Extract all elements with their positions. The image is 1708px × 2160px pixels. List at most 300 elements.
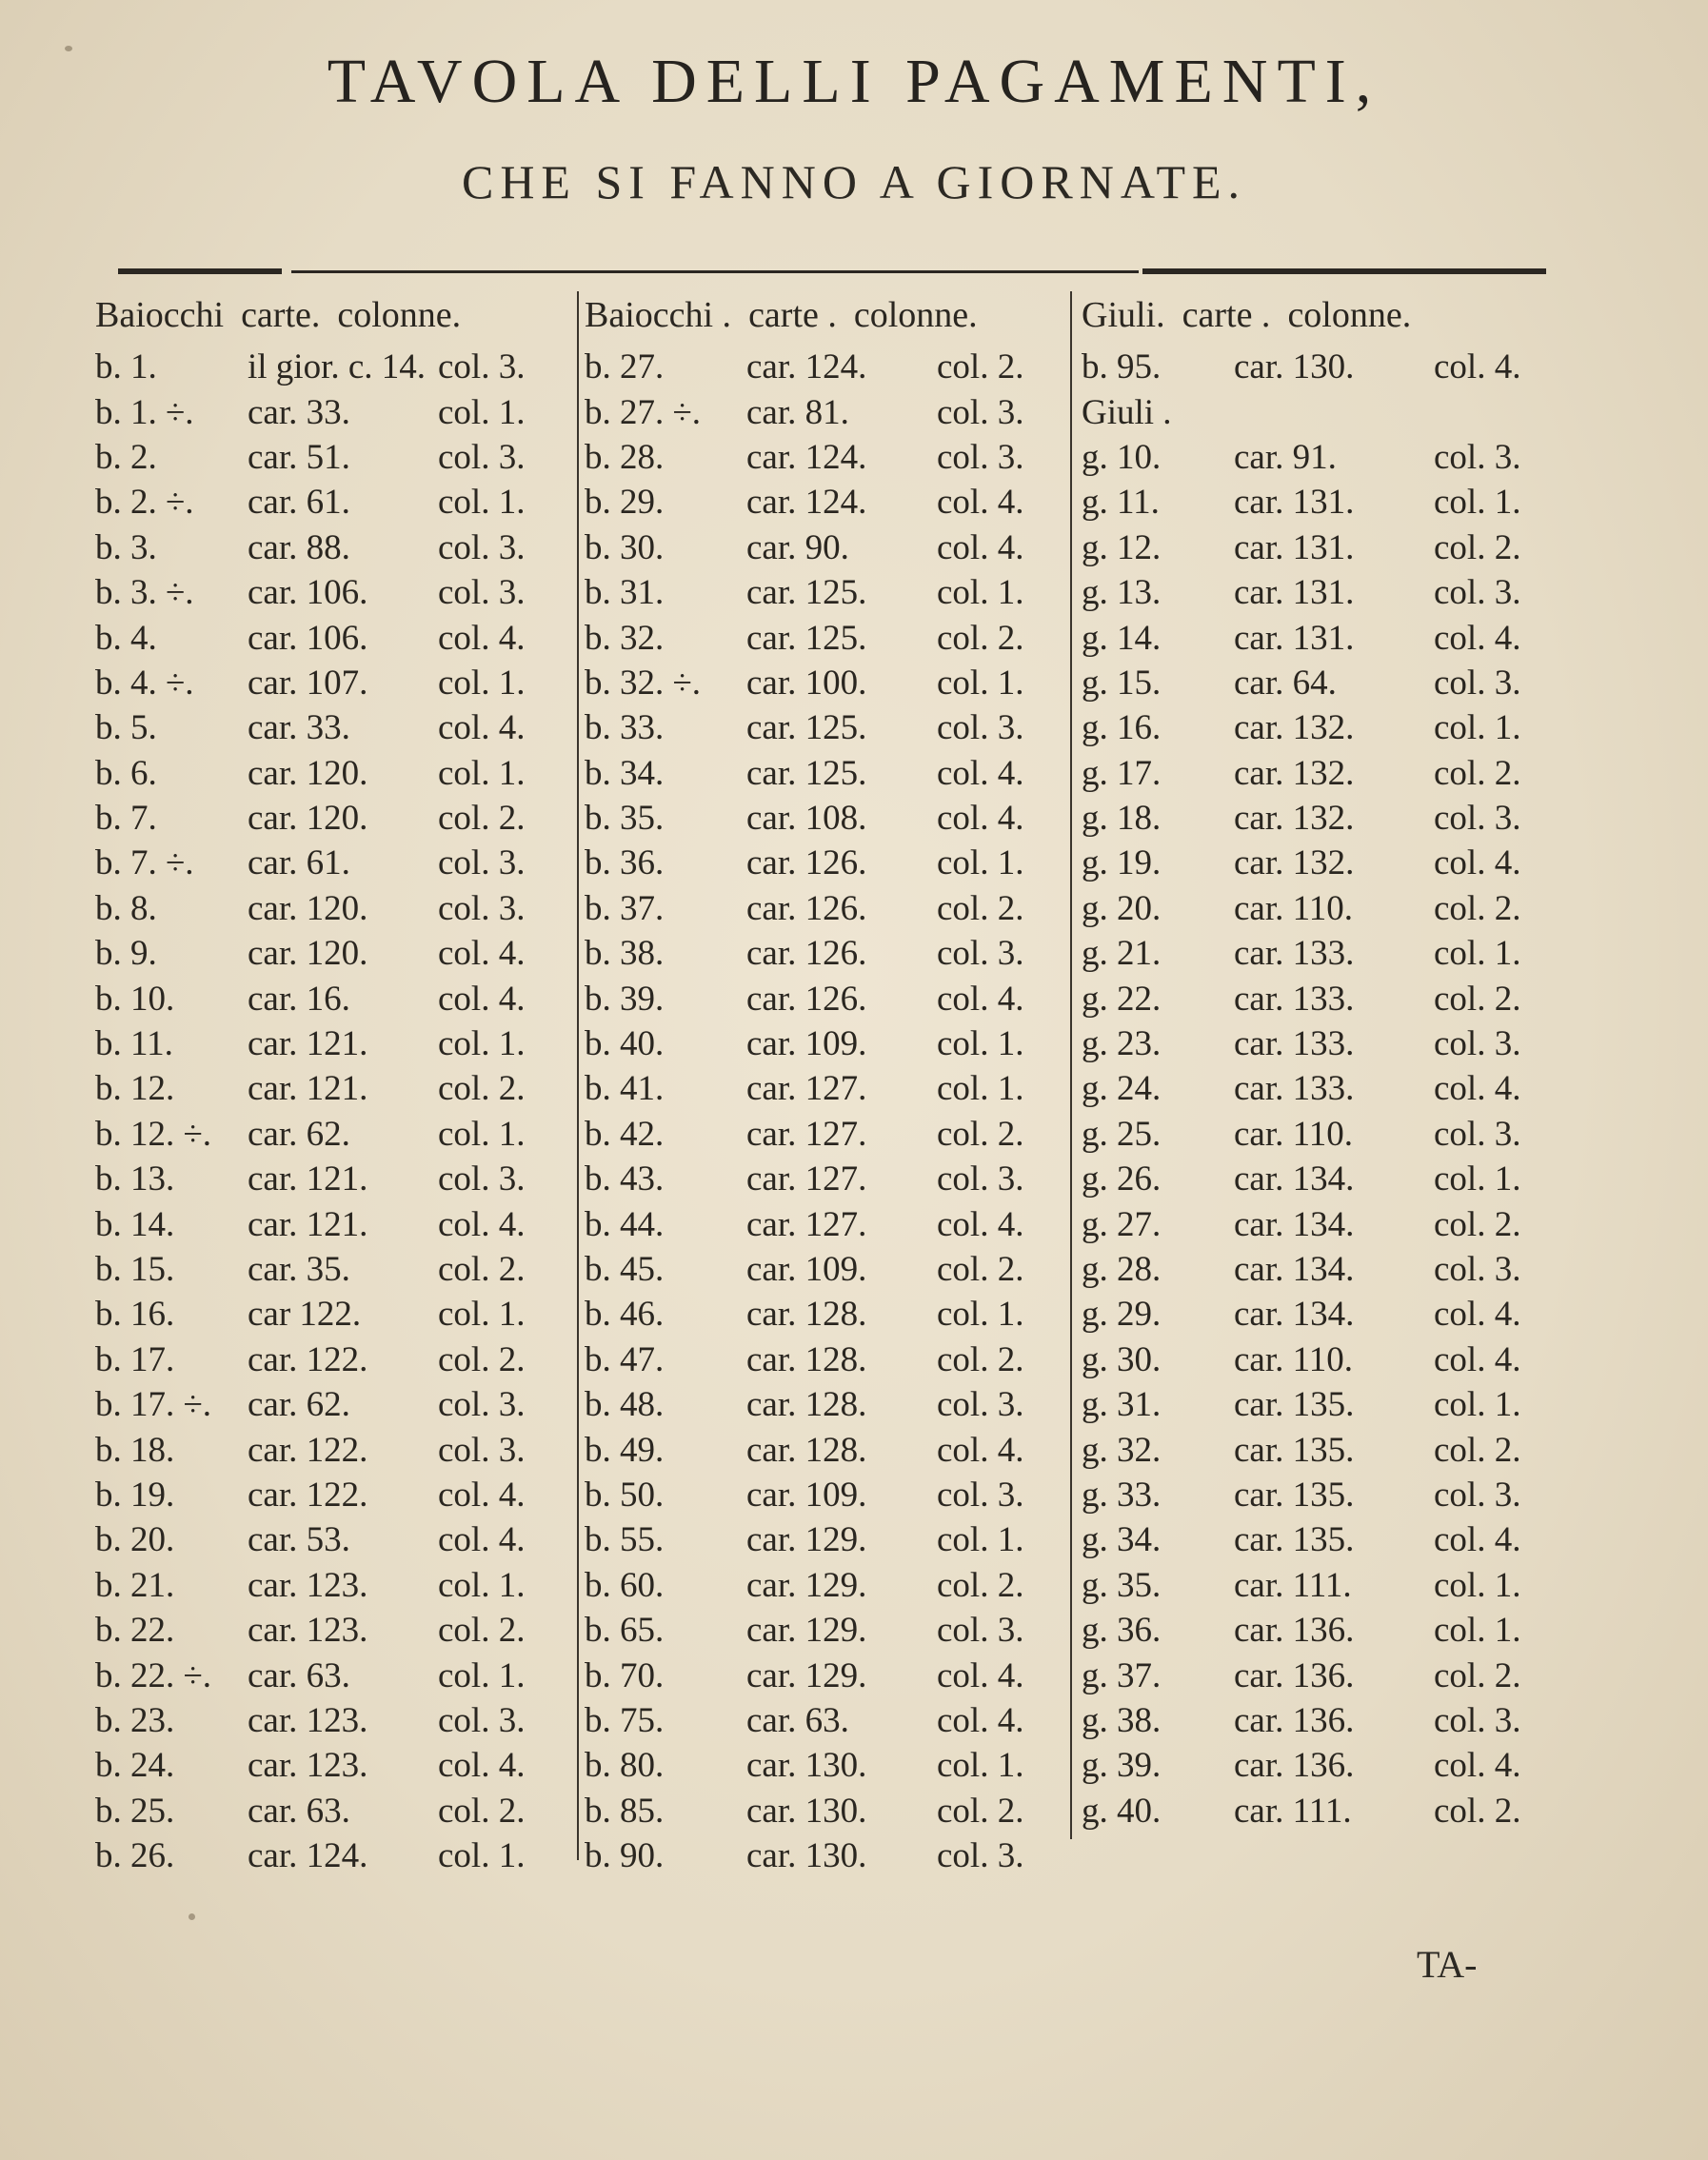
page-cell: car. 130. <box>746 1791 867 1831</box>
amount-cell: g. 27. <box>1082 1204 1162 1244</box>
page-cell: car. 120. <box>248 888 368 928</box>
amount-cell: b. 20. <box>95 1520 175 1560</box>
table-row <box>585 1698 1082 1743</box>
amount-cell: g. 35. <box>1082 1565 1162 1605</box>
amount-cell: b. 19. <box>95 1475 175 1515</box>
header-carte: carte . <box>748 295 837 335</box>
table-row <box>1082 435 1577 480</box>
column-cell: col. 3. <box>438 527 526 567</box>
column-cell: col. 4. <box>937 483 1024 523</box>
page-cell: car. 107. <box>248 663 368 703</box>
page-cell: car. 120. <box>248 934 368 974</box>
table-row <box>1082 661 1577 705</box>
table-row <box>95 1789 571 1833</box>
column-cell: col. 1. <box>438 753 526 793</box>
amount-cell: b. 36. <box>585 843 665 883</box>
table-row <box>95 796 571 841</box>
column-cell: col. 2. <box>1434 1204 1521 1244</box>
column-cell: col. 1. <box>937 573 1024 613</box>
table-row <box>585 796 1082 841</box>
table-row <box>1082 1427 1577 1472</box>
amount-cell: b. 13. <box>95 1159 175 1199</box>
ink-speck <box>65 46 72 51</box>
table-row <box>95 615 571 660</box>
amount-cell: g. 31. <box>1082 1385 1162 1425</box>
column-cell: col. 4. <box>438 1204 526 1244</box>
header-carte: carte . <box>1182 295 1271 335</box>
table-row <box>1082 751 1577 796</box>
column-cell: col. 2. <box>1434 888 1521 928</box>
column-cell: col. 1. <box>937 1024 1024 1064</box>
header-colonne: colonne. <box>337 295 462 335</box>
page-cell: car. 128. <box>746 1339 867 1379</box>
header-colonne: colonne. <box>1287 295 1412 335</box>
table-row <box>1082 1201 1577 1246</box>
amount-cell: b. 38. <box>585 934 665 974</box>
page-cell: car. 63. <box>746 1700 849 1740</box>
amount-cell: b. 47. <box>585 1339 665 1379</box>
amount-cell: g. 21. <box>1082 934 1162 974</box>
table-row <box>1082 1517 1577 1562</box>
column-cell: col. 2. <box>438 1069 526 1109</box>
column-cell: col. 3. <box>1434 1700 1521 1740</box>
page-cell: car. 132. <box>1234 843 1355 883</box>
table-row <box>1082 841 1577 885</box>
column-cell: col. 1. <box>438 1836 526 1876</box>
page-cell: car. 110. <box>1234 888 1354 928</box>
page-cell: car. 129. <box>746 1611 867 1651</box>
page-cell: car. 136. <box>1234 1746 1355 1786</box>
column-cell: col. 4. <box>1434 1339 1521 1379</box>
table-row <box>585 1473 1082 1517</box>
table-row <box>585 1021 1082 1066</box>
header-rule-left <box>118 268 282 274</box>
column-cell: col. 4. <box>937 1700 1024 1740</box>
table-row <box>585 1517 1082 1562</box>
table-row <box>95 1247 571 1292</box>
column-cell: col. 3. <box>1434 799 1521 839</box>
column-cell: col. 1. <box>438 1114 526 1154</box>
amount-cell: b. 15. <box>95 1250 175 1289</box>
table-row <box>1082 389 1577 434</box>
amount-cell: b. 23. <box>95 1700 175 1740</box>
table-row <box>1082 1473 1577 1517</box>
page-cell: car. 134. <box>1234 1295 1355 1335</box>
amount-cell: b. 22. ÷. <box>95 1655 212 1695</box>
column-cell: col. 2. <box>438 1611 526 1651</box>
page-cell: car. 120. <box>248 753 368 793</box>
amount-cell: b. 17. ÷. <box>95 1385 212 1425</box>
page-cell: il gior. c. 14. <box>248 347 427 387</box>
page-cell: car. 88. <box>248 527 350 567</box>
table-row <box>1082 570 1577 615</box>
page-cell: car. 126. <box>746 979 867 1019</box>
table-row <box>95 841 571 885</box>
page-cell: car. 136. <box>1234 1655 1355 1695</box>
page-cell: car. 125. <box>746 618 867 658</box>
column-header-row <box>95 286 571 345</box>
column-cell: col. 1. <box>438 1565 526 1605</box>
header-colonne: colonne. <box>853 295 978 335</box>
amount-cell: b. 14. <box>95 1204 175 1244</box>
table-row <box>95 1427 571 1472</box>
amount-cell: b. 8. <box>95 888 157 928</box>
table-column-3 <box>1082 286 1577 1833</box>
page-cell: car. 81. <box>746 392 849 432</box>
table-row <box>95 1698 571 1743</box>
page-cell: car. 131. <box>1234 527 1355 567</box>
table-row <box>585 1653 1082 1697</box>
table-row <box>585 525 1082 570</box>
column-cell: col. 2. <box>438 1339 526 1379</box>
page-cell: car. 127. <box>746 1069 867 1109</box>
amount-cell: b. 46. <box>585 1295 665 1335</box>
table-row <box>585 435 1082 480</box>
page-cell: car. 122. <box>248 1475 368 1515</box>
page-cell: car. 132. <box>1234 753 1355 793</box>
column-cell: col. 4. <box>1434 843 1521 883</box>
table-row <box>1082 1292 1577 1337</box>
amount-cell: b. 32. <box>585 618 665 658</box>
table-row <box>95 345 571 389</box>
page-cell: car. 123. <box>248 1565 368 1605</box>
column-cell: col. 2. <box>1434 1430 1521 1470</box>
amount-cell: b. 25. <box>95 1791 175 1831</box>
table-row <box>1082 1021 1577 1066</box>
amount-cell: g. 40. <box>1082 1791 1162 1831</box>
column-cell: col. 3. <box>937 934 1024 974</box>
page-cell: car. 61. <box>248 483 350 523</box>
table-row <box>95 389 571 434</box>
column-cell: col. 4. <box>438 934 526 974</box>
column-cell: col. 3. <box>438 573 526 613</box>
column-cell: col. 4. <box>1434 618 1521 658</box>
amount-cell: b. 70. <box>585 1655 665 1695</box>
table-row <box>585 886 1082 931</box>
page-cell: car. 130. <box>1234 347 1355 387</box>
table-row <box>585 1157 1082 1201</box>
page-cell: car. 133. <box>1234 1024 1355 1064</box>
amount-cell: g. 24. <box>1082 1069 1162 1109</box>
table-row <box>585 841 1082 885</box>
column-cell: col. 1. <box>438 1024 526 1064</box>
page-cell: car. 120. <box>248 799 368 839</box>
amount-cell: b. 31. <box>585 573 665 613</box>
table-row <box>95 751 571 796</box>
page-cell: car. 135. <box>1234 1520 1355 1560</box>
page-cell: car. 123. <box>248 1611 368 1651</box>
amount-cell: b. 49. <box>585 1430 665 1470</box>
column-cell: col. 4. <box>937 1430 1024 1470</box>
amount-cell: b. 75. <box>585 1700 665 1740</box>
page-cell: car. 125. <box>746 753 867 793</box>
page-cell: car. 109. <box>746 1250 867 1289</box>
page-cell: car. 128. <box>746 1295 867 1335</box>
table-row <box>585 1789 1082 1833</box>
amount-cell: b. 10. <box>95 979 175 1019</box>
page-cell: car. 91. <box>1234 437 1337 477</box>
amount-cell: g. 15. <box>1082 663 1162 703</box>
column-cell: col. 2. <box>438 1791 526 1831</box>
column-cell: col. 3. <box>1434 663 1521 703</box>
page-cell: car. 129. <box>746 1520 867 1560</box>
page-cell: car. 51. <box>248 437 350 477</box>
page-cell: car. 124. <box>248 1836 368 1876</box>
header-rule-right <box>1142 268 1546 274</box>
amount-cell: b. 18. <box>95 1430 175 1470</box>
amount-cell: b. 21. <box>95 1565 175 1605</box>
amount-cell: b. 27. <box>585 347 665 387</box>
amount-cell: b. 34. <box>585 753 665 793</box>
column-cell: col. 3. <box>937 437 1024 477</box>
page-cell: car. 127. <box>746 1204 867 1244</box>
page-cell: car. 125. <box>746 708 867 748</box>
page-cell: car. 135. <box>1234 1475 1355 1515</box>
amount-cell: g. 36. <box>1082 1611 1162 1651</box>
page-cell: car. 62. <box>248 1114 350 1154</box>
table-row <box>585 1112 1082 1157</box>
page-cell: car. 124. <box>746 483 867 523</box>
amount-cell: b. 17. <box>95 1339 175 1379</box>
page-cell: car. 33. <box>248 392 350 432</box>
table-row <box>95 525 571 570</box>
page-cell: car. 121. <box>248 1024 368 1064</box>
page-cell: car. 133. <box>1234 979 1355 1019</box>
page-cell: car. 110. <box>1234 1114 1354 1154</box>
column-cell: col. 4. <box>937 979 1024 1019</box>
column-cell: col. 3. <box>937 1611 1024 1651</box>
table-row <box>95 1563 571 1608</box>
column-cell: col. 2. <box>1434 979 1521 1019</box>
table-row <box>1082 886 1577 931</box>
column-cell: col. 3. <box>1434 1114 1521 1154</box>
page-cell: car. 108. <box>746 799 867 839</box>
amount-cell: b. 80. <box>585 1746 665 1786</box>
table-row <box>95 1473 571 1517</box>
page-cell: car. 123. <box>248 1700 368 1740</box>
column-divider-1 <box>577 291 579 1860</box>
column-cell: col. 3. <box>937 1385 1024 1425</box>
amount-cell: b. 30. <box>585 527 665 567</box>
amount-cell: g. 23. <box>1082 1024 1162 1064</box>
page-cell: car. 123. <box>248 1746 368 1786</box>
column-cell: col. 2. <box>937 1250 1024 1289</box>
amount-cell: b. 7. ÷. <box>95 843 194 883</box>
amount-cell: b. 95. <box>1082 347 1162 387</box>
amount-cell: b. 4. ÷. <box>95 663 194 703</box>
table-row <box>95 886 571 931</box>
table-row <box>1082 1563 1577 1608</box>
amount-cell: g. 14. <box>1082 618 1162 658</box>
column-cell: col. 4. <box>438 979 526 1019</box>
column-cell: col. 4. <box>937 1204 1024 1244</box>
page-cell: car. 100. <box>746 663 867 703</box>
column-cell: col. 4. <box>438 1520 526 1560</box>
table-row <box>1082 1157 1577 1201</box>
table-row <box>95 570 571 615</box>
table-row <box>95 1292 571 1337</box>
column-cell: col. 1. <box>937 1069 1024 1109</box>
column-cell: col. 3. <box>1434 437 1521 477</box>
column-cell: col. 4. <box>438 708 526 748</box>
column-cell: col. 3. <box>438 1430 526 1470</box>
table-row <box>1082 1247 1577 1292</box>
table-row <box>1082 705 1577 750</box>
column-cell: col. 2. <box>937 888 1024 928</box>
page-cell: car. 133. <box>1234 1069 1355 1109</box>
amount-cell: g. 18. <box>1082 799 1162 839</box>
table-row <box>95 931 571 976</box>
amount-cell: b. 22. <box>95 1611 175 1651</box>
column-cell: col. 2. <box>1434 1791 1521 1831</box>
table-row <box>585 389 1082 434</box>
amount-cell: b. 2. <box>95 437 157 477</box>
page-cell: car. 106. <box>248 573 368 613</box>
amount-cell: g. 39. <box>1082 1746 1162 1786</box>
page-cell: car. 111. <box>1234 1791 1352 1831</box>
table-row <box>95 705 571 750</box>
table-row <box>585 480 1082 525</box>
column-cell: col. 2. <box>937 1114 1024 1154</box>
page-cell: car. 63. <box>248 1791 350 1831</box>
column-cell: col. 1. <box>438 663 526 703</box>
table-row <box>95 1157 571 1201</box>
amount-cell: b. 4. <box>95 618 157 658</box>
page-cell: car. 129. <box>746 1565 867 1605</box>
page-cell: car. 35. <box>248 1250 350 1289</box>
column-cell: col. 1. <box>438 1295 526 1335</box>
column-cell: col. 3. <box>1434 1475 1521 1515</box>
column-cell: col. 2. <box>1434 527 1521 567</box>
amount-cell: b. 43. <box>585 1159 665 1199</box>
table-row <box>1082 345 1577 389</box>
amount-cell: g. 10. <box>1082 437 1162 477</box>
page-cell: car. 132. <box>1234 799 1355 839</box>
table-row <box>1082 1338 1577 1382</box>
table-row <box>1082 1653 1577 1697</box>
amount-cell: b. 12. <box>95 1069 175 1109</box>
page-cell: car. 110. <box>1234 1339 1354 1379</box>
page-cell: car. 124. <box>746 347 867 387</box>
page-cell: car. 122. <box>248 1430 368 1470</box>
header-denomination: Giuli. <box>1082 295 1165 335</box>
table-column-2 <box>585 286 1082 1878</box>
column-cell: col. 3. <box>1434 573 1521 613</box>
amount-cell: b. 3. ÷. <box>95 573 194 613</box>
column-cell: col. 1. <box>1434 934 1521 974</box>
page-cell: car. 127. <box>746 1114 867 1154</box>
table-row <box>585 705 1082 750</box>
page-cell: car. 136. <box>1234 1611 1355 1651</box>
table-row <box>585 345 1082 389</box>
amount-cell: Giuli . <box>1082 392 1172 432</box>
table-row <box>95 1608 571 1653</box>
table-row <box>95 1066 571 1111</box>
amount-cell: b. 7. <box>95 799 157 839</box>
table-row <box>95 1021 571 1066</box>
page-cell: car. 131. <box>1234 573 1355 613</box>
amount-cell: b. 6. <box>95 753 157 793</box>
page-cell: car. 62. <box>248 1385 350 1425</box>
column-cell: col. 3. <box>937 708 1024 748</box>
table-row <box>1082 1382 1577 1427</box>
column-cell: col. 1. <box>1434 1565 1521 1605</box>
page-subtitle: CHE SI FANNO A GIORNATE. <box>461 155 1247 208</box>
page-cell: car. 33. <box>248 708 350 748</box>
amount-cell: b. 1. ÷. <box>95 392 194 432</box>
column-cell: col. 1. <box>937 1746 1024 1786</box>
amount-cell: g. 19. <box>1082 843 1162 883</box>
amount-cell: b. 24. <box>95 1746 175 1786</box>
amount-cell: g. 38. <box>1082 1700 1162 1740</box>
amount-cell: b. 60. <box>585 1565 665 1605</box>
column-cell: col. 2. <box>438 1250 526 1289</box>
column-cell: col. 2. <box>937 1339 1024 1379</box>
column-cell: col. 4. <box>1434 1069 1521 1109</box>
page-cell: car. 124. <box>746 437 867 477</box>
column-cell: col. 4. <box>937 753 1024 793</box>
amount-cell: g. 17. <box>1082 753 1162 793</box>
table-row <box>585 1338 1082 1382</box>
amount-cell: b. 29. <box>585 483 665 523</box>
table-row <box>585 1382 1082 1427</box>
column-cell: col. 1. <box>1434 483 1521 523</box>
table-row <box>585 976 1082 1021</box>
column-cell: col. 4. <box>937 1655 1024 1695</box>
page-cell: car. 121. <box>248 1204 368 1244</box>
amount-cell: b. 12. ÷. <box>95 1114 212 1154</box>
amount-cell: b. 90. <box>585 1836 665 1876</box>
page-cell: car. 109. <box>746 1475 867 1515</box>
table-row <box>95 1382 571 1427</box>
column-cell: col. 4. <box>438 1746 526 1786</box>
amount-cell: g. 12. <box>1082 527 1162 567</box>
column-cell: col. 3. <box>438 1385 526 1425</box>
table-row <box>95 1517 571 1562</box>
page-cell: car. 64. <box>1234 663 1337 703</box>
column-cell: col. 2. <box>1434 753 1521 793</box>
amount-cell: b. 27. ÷. <box>585 392 702 432</box>
page-cell: car. 122. <box>248 1339 368 1379</box>
amount-cell: b. 48. <box>585 1385 665 1425</box>
page-cell: car. 90. <box>746 527 849 567</box>
page-cell: car. 111. <box>1234 1565 1352 1605</box>
column-cell: col. 3. <box>438 888 526 928</box>
amount-cell: g. 37. <box>1082 1655 1162 1695</box>
table-column-1 <box>95 286 571 1878</box>
amount-cell: g. 22. <box>1082 979 1162 1019</box>
page-cell: car. 53. <box>248 1520 350 1560</box>
table-row <box>585 1292 1082 1337</box>
column-cell: col. 4. <box>1434 347 1521 387</box>
amount-cell: g. 29. <box>1082 1295 1162 1335</box>
page-cell: car. 126. <box>746 888 867 928</box>
amount-cell: g. 30. <box>1082 1339 1162 1379</box>
column-cell: col. 4. <box>937 527 1024 567</box>
column-cell: col. 4. <box>1434 1295 1521 1335</box>
table-row <box>585 1427 1082 1472</box>
table-row <box>585 1743 1082 1788</box>
page-cell: car. 133. <box>1234 934 1355 974</box>
column-cell: col. 3. <box>438 1700 526 1740</box>
column-cell: col. 1. <box>937 843 1024 883</box>
table-row <box>95 976 571 1021</box>
column-cell: col. 4. <box>1434 1520 1521 1560</box>
column-cell: col. 2. <box>937 347 1024 387</box>
table-row <box>585 1833 1082 1878</box>
page-cell: car. 61. <box>248 843 350 883</box>
amount-cell: g. 16. <box>1082 708 1162 748</box>
